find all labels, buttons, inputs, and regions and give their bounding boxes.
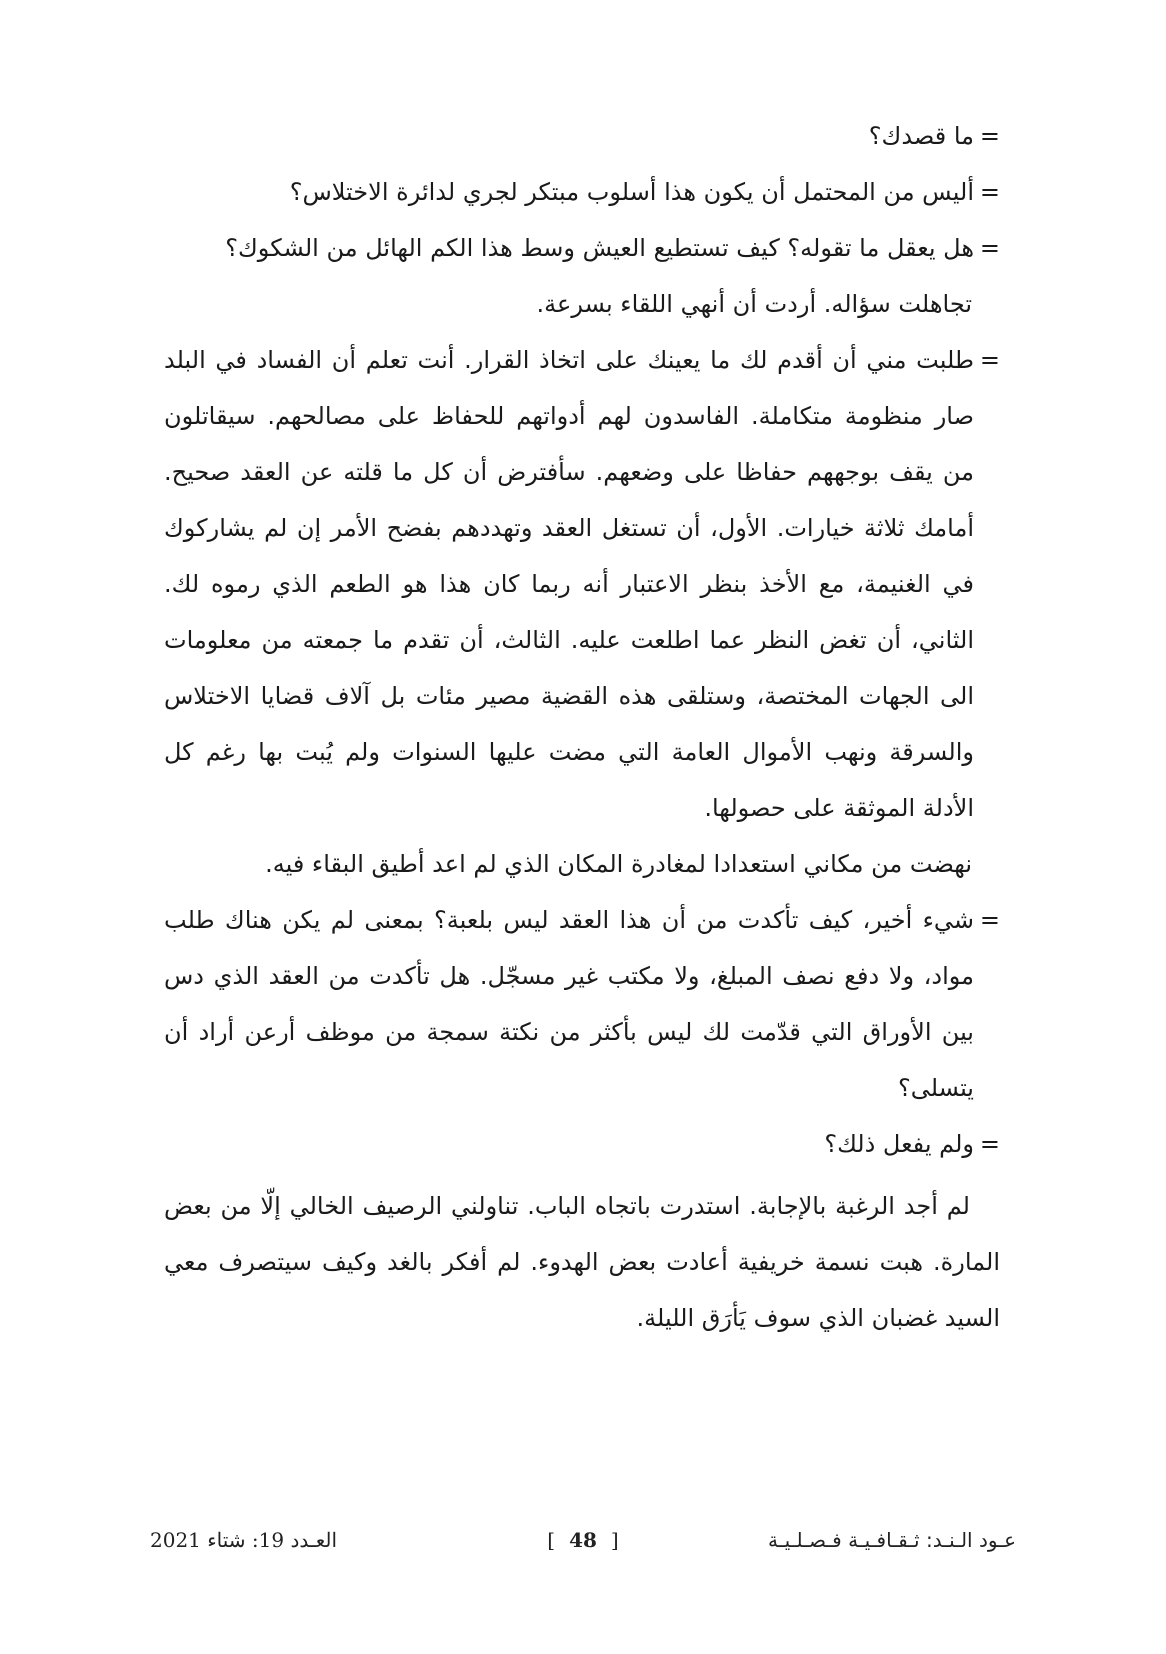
page-number [547,1528,618,1552]
dialogue-line [164,108,1000,164]
page-number-value: 48 [569,1528,597,1552]
dialogue-line [164,1116,1000,1172]
dialogue-text: ما قصدك؟ [868,122,974,150]
narration-paragraph: نهضت من مكاني استعدادا لمغادرة المكان الذي لم اعد أطيق البقاء فيه. [265,850,972,878]
page-body [164,108,1000,1346]
dialogue-text: ولم يفعل ذلك؟ [824,1130,974,1158]
dialogue-line [164,164,1000,220]
dialogue-text: أليس من المحتمل أن يكون هذا أسلوب مبتكر لجري لدائرة الاختلاس؟ [289,178,974,206]
dialogue-dash: = [979,1130,1000,1158]
bracket-close: ] [610,1528,619,1552]
dialogue-dash: = [979,906,1000,934]
narration-paragraph: تجاهلت سؤاله. أردت أن أنهي اللقاء بسرعة. [536,290,972,318]
dialogue-dash: = [979,346,1000,374]
dialogue-line [164,892,1000,1116]
dialogue-dash: = [979,178,1000,206]
dialogue-text: طلبت مني أن أقدم لك ما يعينك على اتخاذ القرار. أنت تعلم أن الفساد في البلد صار منظومة متكاملة. الفاسدون لهم أدواتهم للحفاظ على مصالحهم. سيقاتلون من يقف بوجههم حفاظا على وضعهم. سأفترض أن كل ما قلته عن العقد صحيح. أمامك ثلاثة خيارات. الأول، أن تستغل العقد وتهددهم بفضح الأمر إن لم يشاركوك في الغنيمة، مع الأخذ بنظر الاعتبار أنه ربما كان هذا هو الطعم الذي رموه لك. الثاني، أن تغض النظر عما اطلعت عليه. الثالث، أن تقدم ما جمعته من معلومات الى الجهات المختصة، وستلقى هذه القضية مصير مئات بل آلاف قضايا الاختلاس والسرقة ونهب الأموال العامة التي مضت عليها السنوات ولم يُبت بها رغم كل الأدلة الموثقة على حصولها. [164,346,974,822]
dialogue-text: شيء أخير، كيف تأكدت من أن هذا العقد ليس بلعبة؟ بمعنى لم يكن هناك طلب مواد، ولا دفع نصف المبلغ، ولا مكتب غير مسجّل. هل تأكدت من العقد الذي دس بين الأوراق التي قدّمت لك ليس بأكثر من نكتة سمجة من موظف أرعن أراد أن يتسلى؟ [164,906,974,1102]
dialogue-dash: = [979,234,1000,262]
narration-paragraph: لم أجد الرغبة بالإجابة. استدرت باتجاه الباب. تناولني الرصيف الخالي إلّا من بعض المارة. هبت نسمة خريفية أعادت بعض الهدوء. لم أفكر بالغد وكيف سيتصرف معي السيد غضبان الذي سوف يَأرَق الليلة. [164,1192,1000,1332]
dialogue-line [164,220,1000,276]
dialogue-line [164,332,1000,836]
page-footer [150,1528,1016,1568]
dialogue-text: هل يعقل ما تقوله؟ كيف تستطيع العيش وسط هذا الكم الهائل من الشكوك؟ [225,234,974,262]
dialogue-dash: = [979,122,1000,150]
journal-title: عـود الـنـد: ثـقـافـيـة فـصـلـيـة [768,1528,1016,1552]
bracket-open: [ [547,1528,556,1552]
issue-label: العـدد 19: شتاء 2021 [150,1528,338,1552]
